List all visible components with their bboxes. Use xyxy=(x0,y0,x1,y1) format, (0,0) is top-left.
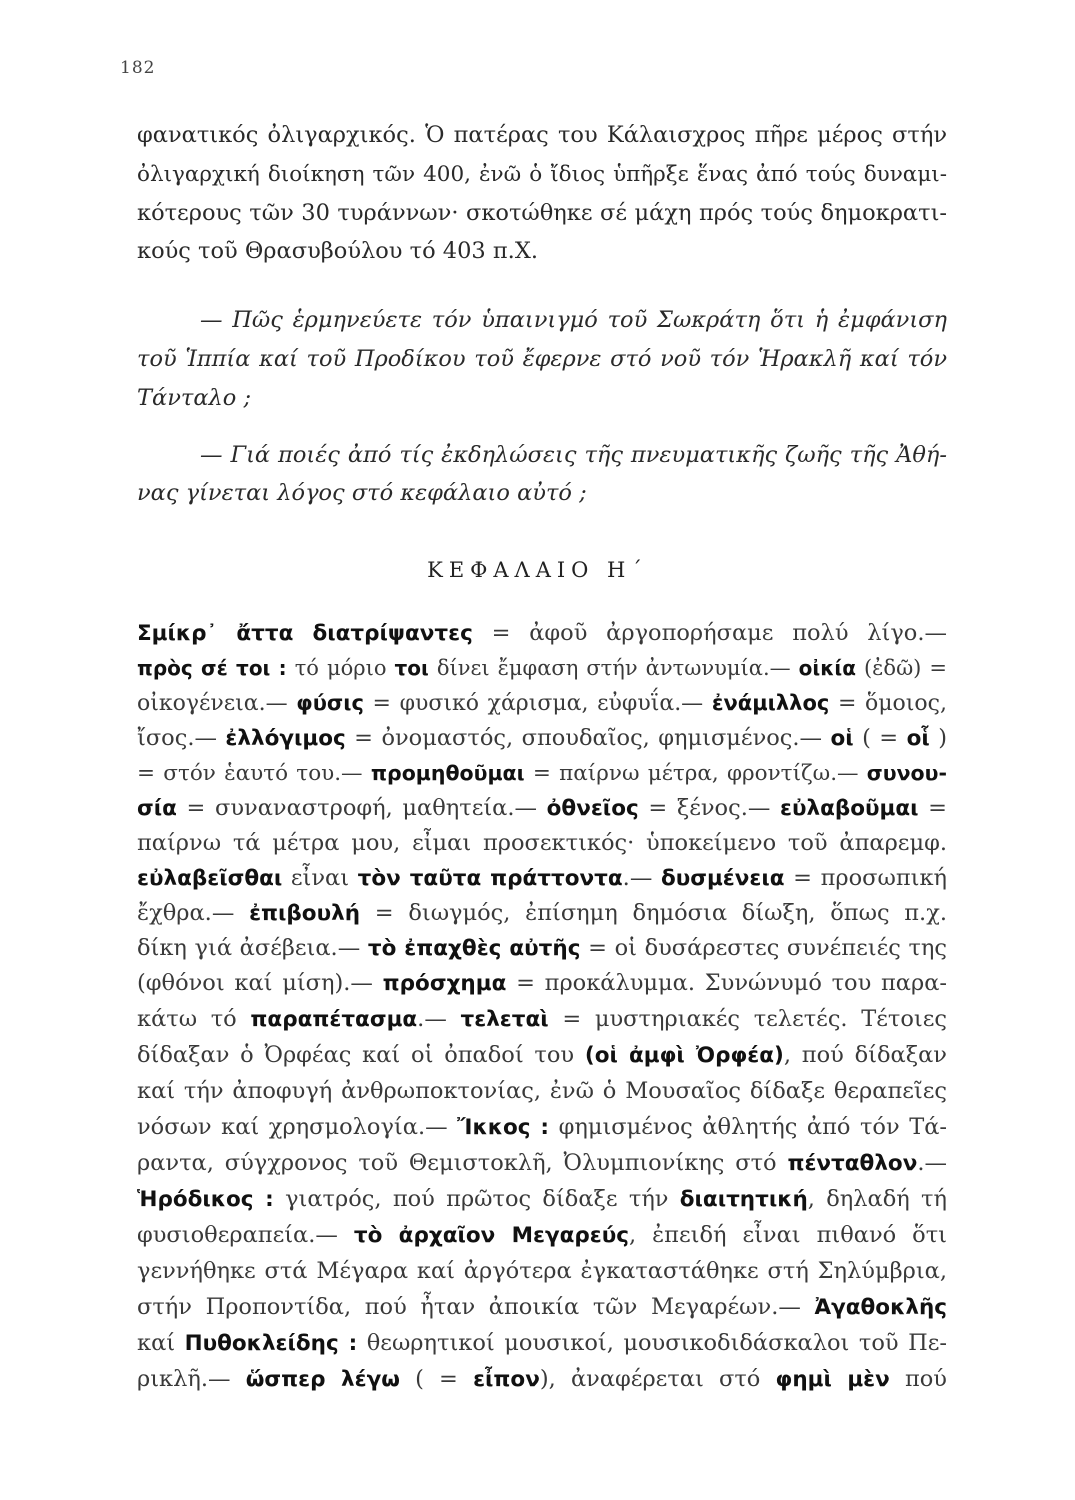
gloss-text: φυσιοθεραπεία.— xyxy=(137,1222,354,1248)
gloss-text: νόσων καί χρησμολογία.— xyxy=(137,1114,458,1140)
text-line: — Γιά ποιές ἀπό τίς ἐκδηλώσεις τῆς πνευματικῆς ζωῆς τῆς Ἀθή- xyxy=(200,442,947,468)
gloss-line xyxy=(137,1184,947,1215)
gloss-text: , πού δίδαξαν xyxy=(783,1042,947,1068)
gloss-line xyxy=(137,723,947,754)
gloss-text: τό μόριο xyxy=(286,656,395,680)
gloss-term: Σμίκρ᾽ ἄττα διατρίψαντες xyxy=(137,621,473,646)
gloss-line xyxy=(137,1328,947,1359)
gloss-text: κάτω τό xyxy=(137,1006,251,1032)
gloss-term: δυσμένεια xyxy=(660,866,785,891)
gloss-line xyxy=(137,758,947,789)
gloss-line xyxy=(137,793,947,824)
gloss-text: ἔχθρα.— xyxy=(137,900,250,926)
gloss-term: (οἱ ἀμφὶ Ὀρφέα) xyxy=(584,1043,784,1068)
gloss-term: Πυθοκλείδης : xyxy=(184,1331,358,1356)
gloss-text: φημισμένος ἀθλητής ἀπό τόν Τά- xyxy=(549,1114,948,1140)
gloss-text: θεωρητικοί μουσικοί, μουσικοδιδάσκαλοι τοῦ Πε- xyxy=(357,1330,948,1356)
gloss-term: τελεταὶ xyxy=(460,1007,549,1032)
gloss-text: = ὀνομαστός, σπουδαῖος, φημισμένος.— xyxy=(345,725,831,751)
text-line: κότερους τῶν 30 τυράννων· σκοτώθηκε σέ μάχη πρός τούς δημοκρατι- xyxy=(137,200,947,226)
gloss-line xyxy=(137,1040,947,1071)
gloss-text: .— xyxy=(917,1150,947,1176)
gloss-line xyxy=(137,618,947,649)
gloss-term: παραπέτασμα xyxy=(250,1007,418,1032)
gloss-term: οἷ xyxy=(906,726,930,751)
gloss-text: = διωγμός, ἐπίσημη δημόσια δίωξη, ὅπως π.χ. xyxy=(360,900,947,926)
gloss-term: Ἴκκος : xyxy=(457,1115,550,1140)
gloss-text: = συναναστροφή, μαθητεία.— xyxy=(176,795,547,821)
gloss-term: τοι xyxy=(394,656,429,680)
gloss-text: ), ἀναφέρεται στό xyxy=(539,1366,776,1392)
gloss-text: = προσωπική xyxy=(784,865,948,891)
gloss-text: = ξένος.— xyxy=(638,795,780,821)
page-number: 182 xyxy=(120,58,156,78)
gloss-text: , ἐπειδή εἶναι πιθανό ὅτι xyxy=(628,1222,947,1248)
chapter-heading: ΚΕΦΑΛΑΙΟ Η΄ xyxy=(427,558,648,582)
gloss-line xyxy=(137,898,947,929)
gloss-term: πένταθλον xyxy=(787,1151,918,1176)
gloss-term: διαιτητική xyxy=(679,1187,808,1212)
gloss-line xyxy=(137,1076,947,1106)
gloss-term: τὸ ἐπαχθὲς αὐτῆς xyxy=(367,936,581,961)
gloss-text: = xyxy=(918,795,947,821)
gloss-text: ( = xyxy=(399,1366,474,1392)
gloss-line xyxy=(137,863,947,894)
gloss-text: οἰκογένεια.— xyxy=(137,691,297,716)
text-line: τοῦ Ἱππία καί τοῦ Προδίκου τοῦ ἔφερνε στό νοῦ τόν Ἡρακλῆ καί τόν xyxy=(137,346,947,372)
gloss-text: γιατρός, πού πρῶτος δίδαξε τήν xyxy=(273,1186,680,1212)
gloss-term: πρὸς σέ τοι : xyxy=(137,656,287,680)
gloss-term: ἐλλόγιμος xyxy=(225,726,346,751)
gloss-term: ὀθνεῖος xyxy=(546,796,639,821)
gloss-text: = φυσικό χάρισμα, εὐφυΐα.— xyxy=(363,691,712,716)
gloss-line xyxy=(137,1256,947,1286)
gloss-text: καί τήν ἀποφυγή ἀνθρωποκτονίας, ἐνῶ ὁ Μουσαῖος δίδαξε θεραπεῖες xyxy=(137,1078,947,1104)
gloss-term: τὸ ἀρχαῖον Μεγαρεύς xyxy=(353,1223,629,1248)
gloss-text: .— xyxy=(417,1006,461,1032)
gloss-line xyxy=(137,1364,947,1395)
gloss-text: = στόν ἑαυτό του.— xyxy=(137,761,371,786)
gloss-term: οἱ xyxy=(830,726,854,751)
gloss-line xyxy=(137,968,947,999)
gloss-text: ραντα, σύγχρονος τοῦ Θεμιστοκλῆ, Ὀλυμπιονίκης στό xyxy=(137,1150,788,1176)
gloss-text: στήν Προποντίδα, πού ἦταν ἀποικία τῶν Μεγαρέων.— xyxy=(137,1294,815,1320)
gloss-term: συνου- xyxy=(866,761,947,785)
gloss-text: (φθόνοι καί μίση).— xyxy=(137,970,383,996)
gloss-term: σία xyxy=(137,796,177,821)
gloss-line xyxy=(137,1112,947,1143)
gloss-term: οἰκία xyxy=(798,656,856,680)
gloss-line xyxy=(137,1148,947,1179)
gloss-term: Ἡρόδικος : xyxy=(137,1187,274,1212)
gloss-term: εὐλαβεῖσθαι xyxy=(137,866,283,891)
gloss-text: ) xyxy=(929,725,947,751)
gloss-line xyxy=(137,1292,947,1323)
gloss-term: φημὶ μὲν xyxy=(775,1367,890,1392)
gloss-line xyxy=(137,1004,947,1035)
text-line: — Πῶς ἑρμηνεύετε τόν ὑπαινιγμό τοῦ Σωκράτη ὅτι ἡ ἐμφάνιση xyxy=(200,307,947,333)
gloss-term: εἶπον xyxy=(473,1367,540,1392)
gloss-term: τὸν ταῦτα πράττοντα xyxy=(357,866,623,891)
text-line: φανατικός ὀλιγαρχικός. Ὁ πατέρας του Κάλαισχρος πῆρε μέρος στήν xyxy=(137,122,947,148)
gloss-term: πρόσχημα xyxy=(382,971,507,996)
gloss-text: = ἀφοῦ ἀργοπορήσαμε πολύ λίγο.— xyxy=(472,620,947,646)
gloss-line xyxy=(137,1220,947,1251)
gloss-line xyxy=(137,933,947,964)
gloss-line xyxy=(137,828,947,858)
gloss-text: δίδαξαν ὁ Ὀρφέας καί οἱ ὀπαδοί του xyxy=(137,1042,585,1068)
gloss-text: ρικλῆ.— xyxy=(137,1366,246,1392)
gloss-term: ἐνάμιλλος xyxy=(711,691,830,715)
gloss-text: = μυστηριακές τελετές. Τέτοιες xyxy=(548,1006,948,1032)
gloss-text: δίκη γιά ἀσέβεια.— xyxy=(137,935,368,961)
gloss-text: = ὅμοιος, xyxy=(829,691,947,716)
gloss-text: (ἐδῶ) = xyxy=(855,656,947,680)
gloss-line xyxy=(137,688,947,719)
gloss-term: Ἀγαθοκλῆς xyxy=(814,1295,947,1320)
text-line: ὀλιγαρχική διοίκηση τῶν 400, ἐνῶ ὁ ἴδιος ὑπῆρξε ἕνας ἀπό τούς δυναμι- xyxy=(137,162,947,187)
gloss-term: ἐπιβουλή xyxy=(249,901,361,926)
gloss-text: πού xyxy=(889,1366,947,1392)
gloss-text: καί xyxy=(137,1330,185,1356)
gloss-text: , δηλαδή τή xyxy=(807,1186,947,1212)
text-line: νας γίνεται λόγος στό κεφάλαιο αὐτό ; xyxy=(137,480,587,506)
gloss-text: = προκάλυμμα. Συνώνυμό του παρα- xyxy=(506,970,947,996)
gloss-text: = οἱ δυσάρεστες συνέπειές της xyxy=(580,935,947,961)
gloss-line xyxy=(137,653,947,683)
text-line: Τάνταλο ; xyxy=(137,385,252,411)
gloss-text: εἶναι xyxy=(282,865,358,891)
gloss-text: ἴσος.— xyxy=(137,725,226,751)
gloss-term: ὥσπερ λέγω xyxy=(245,1367,400,1392)
gloss-text: παίρνω τά μέτρα μου, εἶμαι προσεκτικός· ὑποκείμενο τοῦ ἀπαρεμφ. xyxy=(137,830,947,856)
gloss-text: γεννήθηκε στά Μέγαρα καί ἀργότερα ἐγκαταστάθηκε στή Σηλύμβρια, xyxy=(137,1258,947,1284)
gloss-text: .— xyxy=(622,865,661,891)
gloss-text: ( = xyxy=(853,725,907,751)
gloss-term: εὐλαβοῦμαι xyxy=(779,796,919,821)
gloss-term: φύσις xyxy=(296,691,364,715)
text-line: κούς τοῦ Θρασυβούλου τό 403 π.Χ. xyxy=(137,238,538,264)
gloss-text: = παίρνω μέτρα, φροντίζω.— xyxy=(524,761,867,786)
gloss-text: δίνει ἔμφαση στήν ἀντωνυμία.— xyxy=(428,656,799,680)
gloss-term: προμηθοῦμαι xyxy=(370,761,525,785)
